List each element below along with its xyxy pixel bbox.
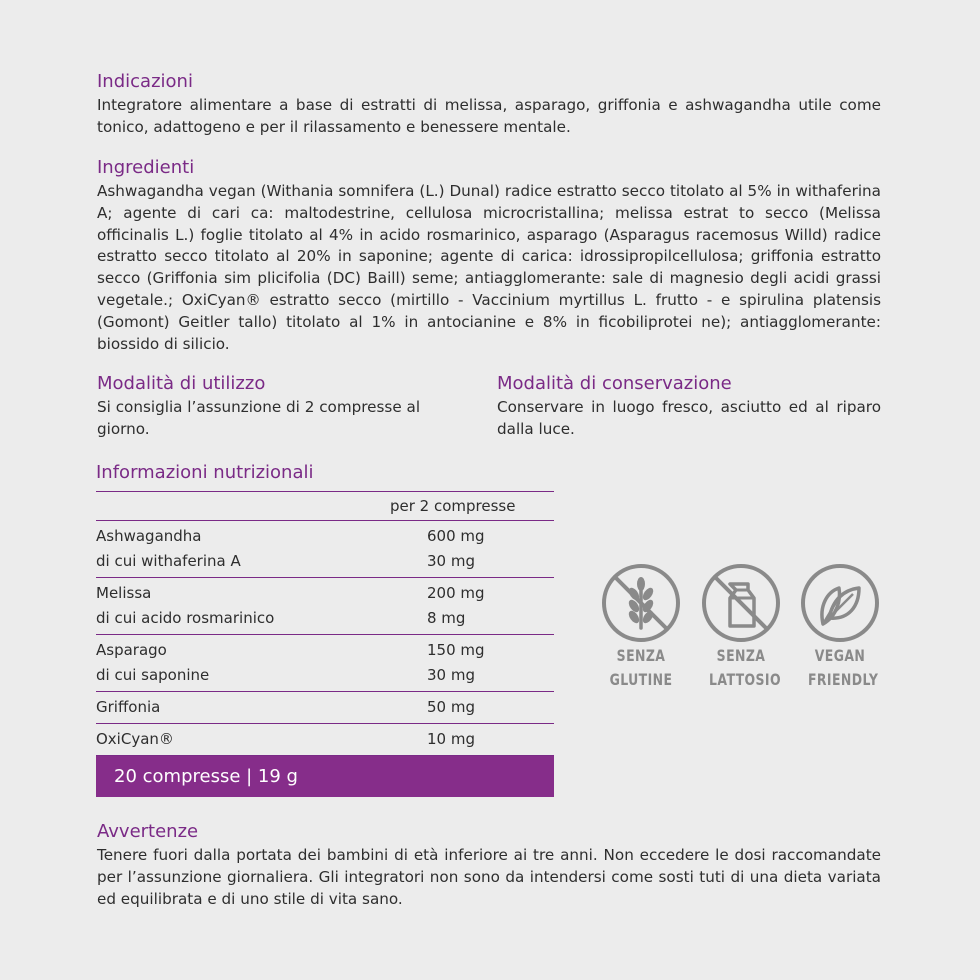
section-title: Modalità di utilizzo xyxy=(97,373,266,394)
nutrient-name: di cui withaferina A xyxy=(96,552,241,570)
nutrient-name: OxiCyan® xyxy=(96,730,174,748)
table-group xyxy=(96,724,554,755)
table-group xyxy=(96,635,554,691)
section-title: Ingredienti xyxy=(97,157,195,178)
table-group xyxy=(96,578,554,634)
section-text: Tenere fuori dalla portata dei bambini di età inferiore ai tre anni. Non eccedere le dosi raccomandate per l’assunzione giornaliera. Gli integratori non sono da intendersi come sosti tuti di una dieta variata ed equilibrata e di uno stile di vita sano. xyxy=(97,846,881,908)
nutrient-value: 200 mg xyxy=(427,584,485,602)
section-text: Ashwagandha vegan (Withania somnifera (L.) Dunal) radice estratto secco titolato al 5% in withaferina A; agente di cari ca: maltodestrine, cellulosa microcristallina; melissa estrat to secco (Melissa officinalis L.) foglie titolato al 4% in acido rosmarinico, asparago (Asparagus racemosus Willd) radice estratto secco titolato al 20% in saponine; agente di carica: idrossipropilcellulosa; griffonia estratto secco (Griffonia sim plicifolia (DC) Baill) seme; antiagglomerante: sale di magnesio degli acidi grassi vegetale.; OxiCyan® estratto secco (mirtillo - Vaccinium myrtillus L. frutto - e spirulina platensis (Gomont) Geitler tallo) titolato al 1% in antocianine e 8% in ficobiliprotei ne); antiagglomerante: biossido di silicio. xyxy=(97,182,881,353)
nutrient-value: 30 mg xyxy=(427,666,475,684)
nutrient-name: Melissa xyxy=(96,584,152,602)
table-row xyxy=(96,524,554,549)
nutrient-name: di cui acido rosmarinico xyxy=(96,609,275,627)
nutrient-value: 30 mg xyxy=(427,552,475,570)
section-text: Integratore alimentare a base di estratti di melissa, asparago, griffonia e ashwagandha utile come tonico, adattogeno e per il rilassamento e benessere mentale. xyxy=(97,96,881,136)
badge-line1: SENZA xyxy=(616,646,666,665)
badge-line2: LATTOSIO xyxy=(709,670,781,689)
table-row xyxy=(96,663,554,688)
table-group xyxy=(96,692,554,723)
section-ingredienti xyxy=(97,157,881,355)
nutrient-name: Ashwagandha xyxy=(96,527,202,545)
table-row xyxy=(96,581,554,606)
badge-vegan-friendly xyxy=(799,562,881,692)
section-title: Indicazioni xyxy=(97,71,193,92)
lactose-free-icon xyxy=(700,562,782,644)
table-header xyxy=(96,492,554,520)
table-group xyxy=(96,521,554,577)
nutrient-name: Asparago xyxy=(96,641,167,659)
section-text: Si consiglia l’assunzione di 2 compresse al giorno. xyxy=(97,398,421,438)
badge-senza-lattosio xyxy=(700,562,782,692)
table-row xyxy=(96,638,554,663)
nutrient-name: Griffonia xyxy=(96,698,161,716)
table-row xyxy=(96,727,554,752)
badge-line2: FRIENDLY xyxy=(808,670,879,689)
table-row xyxy=(96,606,554,631)
gluten-free-icon xyxy=(600,562,682,644)
table-row xyxy=(96,549,554,574)
badge-line2: GLUTINE xyxy=(609,670,673,689)
section-text: Conservare in luogo fresco, asciutto ed al riparo dalla luce. xyxy=(497,398,881,438)
section-title: Modalità di conservazione xyxy=(497,373,732,394)
nutrient-value: 8 mg xyxy=(427,609,466,627)
column-header: per 2 compresse xyxy=(390,497,516,515)
badge-senza-glutine xyxy=(600,562,682,692)
section-indicazioni xyxy=(97,71,881,139)
nutrient-value: 600 mg xyxy=(427,527,485,545)
nutrient-value: 10 mg xyxy=(427,730,475,748)
section-title: Informazioni nutrizionali xyxy=(96,462,314,483)
nutrient-value: 150 mg xyxy=(427,641,485,659)
section-nutrizionali xyxy=(96,462,556,486)
nutrient-name: di cui saponine xyxy=(96,666,210,684)
section-avvertenze xyxy=(97,821,881,910)
nutrition-table xyxy=(96,491,554,756)
section-conservazione xyxy=(497,373,881,441)
package-size: 20 compresse | 19 g xyxy=(114,766,298,787)
badge-line1: SENZA xyxy=(716,646,766,665)
nutrient-value: 50 mg xyxy=(427,698,475,716)
section-title: Avvertenze xyxy=(97,821,199,842)
vegan-leaf-icon xyxy=(799,562,881,644)
table-row xyxy=(96,695,554,720)
section-utilizzo xyxy=(97,373,442,441)
badge-line1: VEGAN xyxy=(814,646,866,665)
package-size-bar xyxy=(96,756,554,797)
